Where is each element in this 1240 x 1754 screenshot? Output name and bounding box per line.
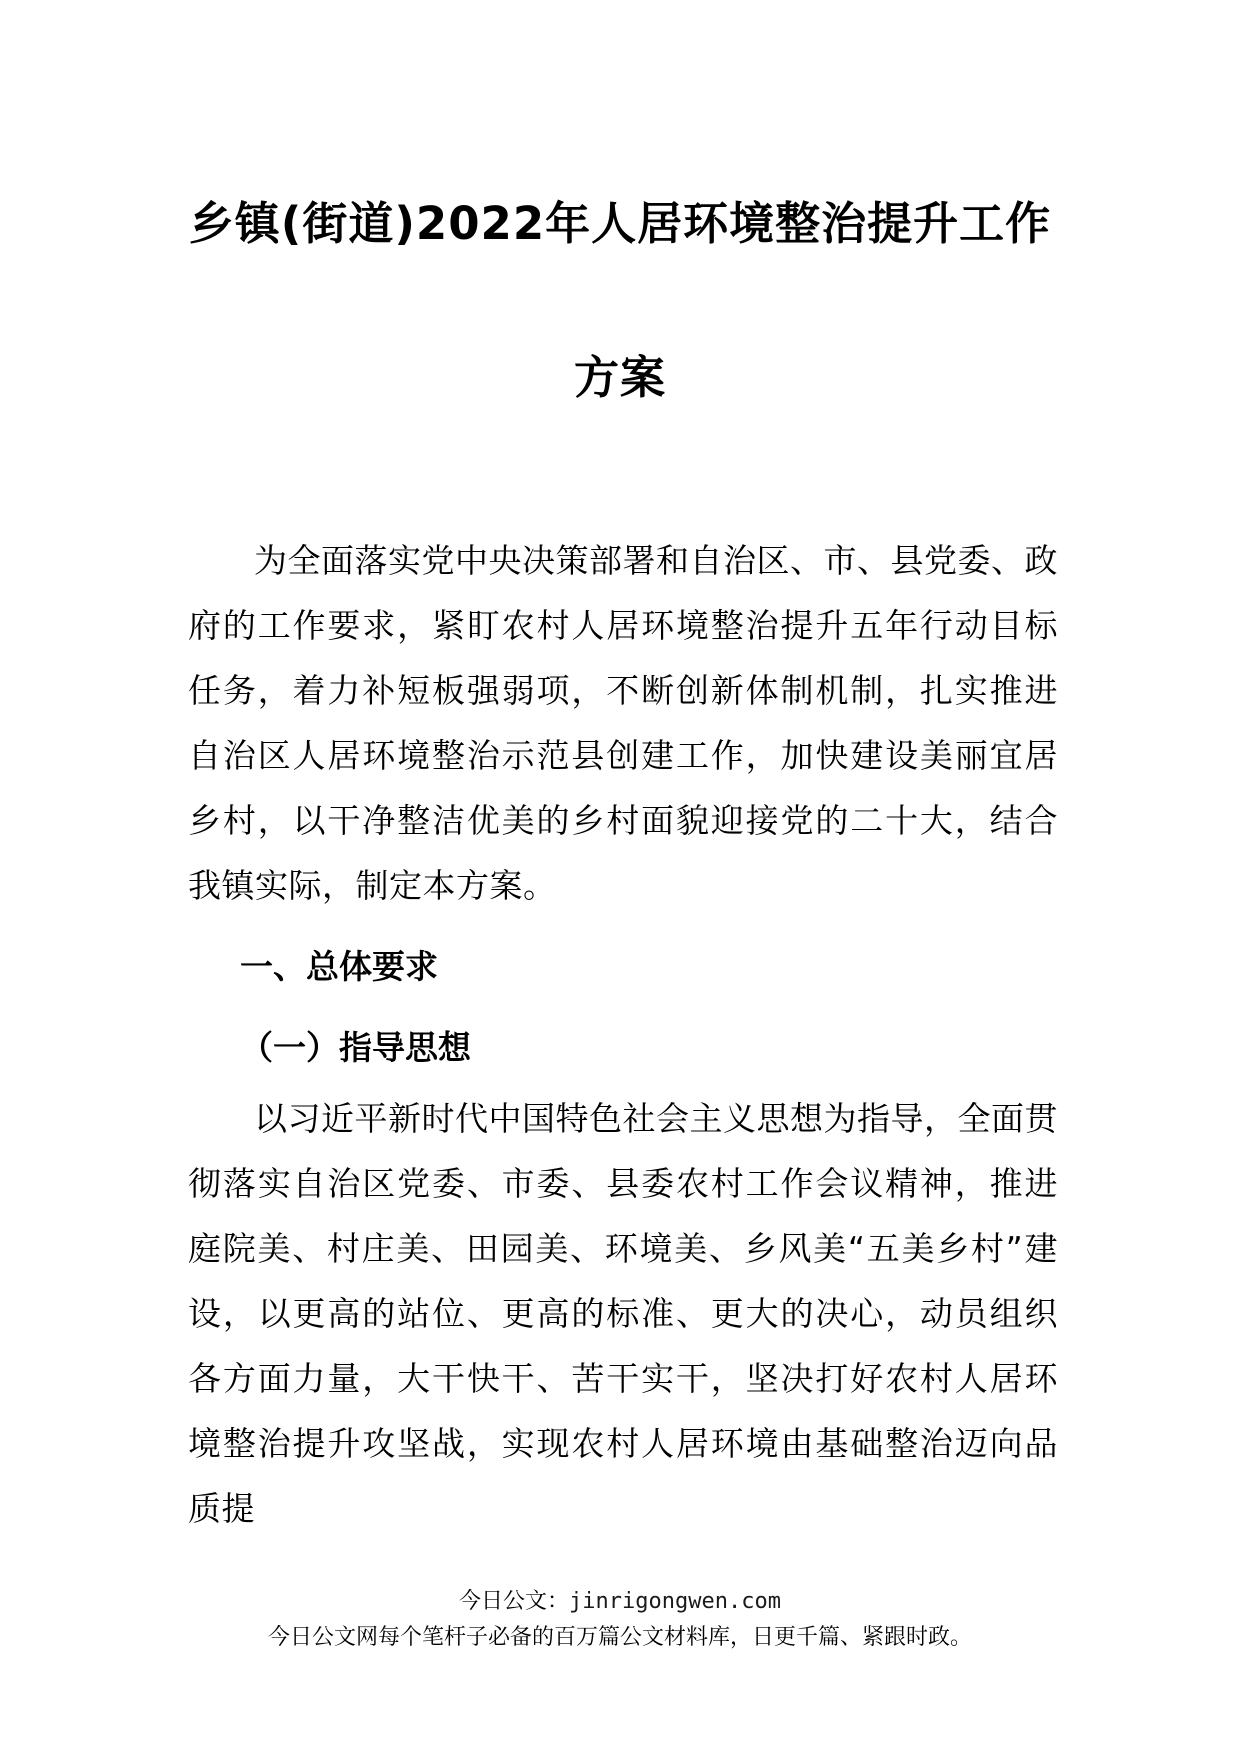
footer-tagline: 今日公文网每个笔杆子必备的百万篇公文材料库，日更千篇、紧跟时政。 [267,1625,972,1650]
subsection-heading-guiding-ideology: （一）指导思想 [240,1028,471,1067]
document-title-line-2: 方案 [573,351,666,404]
guiding-ideology-paragraph: 以习近平新时代中国特色社会主义思想为指导，全面贯彻落实自治区党委、市委、县委农村工作会议精神，推进庭院美、村庄美、田园美、环境美、乡风美“五美乡村”建设，以更高的站位、更高的标准、更大的决心，动员组织各方面力量，大干快干、苦干实干，坚决打好农村人居环境整治提升攻坚战，实现农村人居环境由基础整治迈向品质提 [188,1099,1058,1528]
section-heading-general-requirements: 一、总体要求 [240,947,438,986]
footer-site-url[interactable]: jinrigongwen.com [569,1589,781,1614]
document-title-line-1: 乡镇(街道)2022年人居环境整治提升工作 [188,197,1052,250]
footer-site-line [0,1587,1240,1617]
intro-paragraph: 为全面落实党中央决策部署和自治区、市、县党委、政府的工作要求，紧盯农村人居环境整治提升五年行动目标任务，着力补短板强弱项，不断创新体制机制，扎实推进自治区人居环境整治示范县创建工作，加快建设美丽宜居乡村，以干净整洁优美的乡村面貌迎接党的二十大，结合我镇实际，制定本方案。 [188,541,1058,905]
footer-site-label: 今日公文： [459,1589,570,1614]
